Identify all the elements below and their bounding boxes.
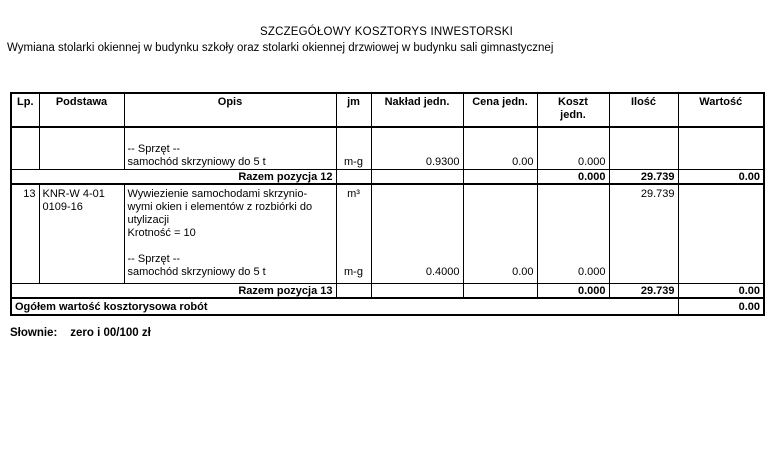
cell-line: [375, 143, 460, 156]
cell-podstawa: [39, 184, 124, 283]
cell-line: [375, 130, 460, 143]
cell-line: 0.00: [512, 266, 534, 278]
cell-line: [467, 227, 534, 240]
cell-koszt: [537, 127, 609, 170]
cell-koszt: [537, 184, 609, 283]
cell-ilosc: [609, 127, 678, 170]
cell-lp: 13: [11, 184, 39, 283]
col-header-naklad: Nakład jedn.: [371, 93, 463, 127]
cell-line: [541, 143, 606, 156]
cell-line: [467, 188, 534, 201]
cell-wartosc: [678, 127, 764, 170]
cell-wartosc: [678, 184, 764, 283]
cell-wartosc: 0.00: [678, 283, 764, 298]
cell-line: [375, 253, 460, 266]
document-title: SZCZEGÓŁOWY KOSZTORYS INWESTORSKI: [259, 26, 514, 38]
cell-line: -- Sprzęt --: [127, 253, 181, 265]
cell-jm: [336, 170, 371, 185]
cell-line: [541, 188, 606, 201]
ogolem-label: Ogółem wartość kosztorysowa robót: [11, 298, 678, 315]
cell-opis: [124, 127, 336, 170]
cell-line: [467, 253, 534, 266]
cell-line: 0.4000: [425, 266, 460, 278]
cell-line: [467, 240, 534, 253]
col-header-opis: Opis: [124, 93, 336, 127]
cell-line: [467, 143, 534, 156]
cell-line: [541, 253, 606, 266]
cell-line: jedn.: [560, 109, 586, 121]
cell-opis: [124, 184, 336, 283]
cell-line: 0.00: [512, 156, 534, 168]
cell-line: [541, 227, 606, 240]
cell-line: utylizacji: [127, 214, 170, 226]
cell-line: [541, 130, 606, 143]
cell-line: [541, 214, 606, 227]
cell-wartosc: 0.00: [678, 170, 764, 185]
cell-line: [541, 201, 606, 214]
cell-jm: [336, 184, 371, 283]
cell-line: [340, 143, 368, 156]
row-pos12-equipment: [11, 127, 764, 170]
cell-line: 0109-16: [42, 201, 83, 213]
cell-cena: [463, 184, 537, 283]
cell-line: Koszt: [558, 96, 588, 108]
col-header-koszt: [537, 93, 609, 127]
slownie-value: zero i 00/100 zł: [70, 327, 151, 339]
cell-cena: [463, 127, 537, 170]
cell-koszt: 0.000: [537, 283, 609, 298]
cell-line: Wywiezienie samochodami skrzynio-: [127, 188, 308, 200]
razem-label: Razem pozycja 12: [11, 170, 336, 185]
cell-line: [375, 201, 460, 214]
slownie-label: Słownie:: [10, 327, 58, 339]
cell-koszt: 0.000: [537, 170, 609, 185]
cell-lp: [11, 127, 39, 170]
cell-line: Krotność = 10: [127, 227, 196, 239]
kosztorys-table: [10, 92, 765, 316]
ilosc-value: 29.739: [640, 188, 675, 200]
cell-line: m³: [347, 188, 360, 200]
cell-ilosc: 29.739: [609, 170, 678, 185]
col-header-ilosc: Ilość: [609, 93, 678, 127]
cell-line: [467, 201, 534, 214]
cell-naklad: [371, 283, 463, 298]
cell-ilosc: [609, 184, 678, 283]
cell-line: [375, 240, 460, 253]
cell-jm: [336, 127, 371, 170]
cell-line: [541, 240, 606, 253]
row-ogolem: [11, 298, 764, 315]
col-header-cena: Cena jedn.: [463, 93, 537, 127]
row-pos13: [11, 184, 764, 283]
cell-line: [128, 130, 333, 143]
table-header-row: [11, 93, 764, 127]
cell-line: samochód skrzyniowy do 5 t: [127, 266, 266, 278]
cell-ilosc: 29.739: [609, 283, 678, 298]
cell-podstawa: [39, 127, 124, 170]
cell-line: -- Sprzęt --: [127, 143, 181, 155]
col-header-podstawa: Podstawa: [39, 93, 124, 127]
cell-line: samochód skrzyniowy do 5 t: [127, 156, 266, 168]
cell-line: [375, 214, 460, 227]
cell-line: [467, 214, 534, 227]
cell-line: [375, 227, 460, 240]
cell-line: [340, 253, 368, 266]
cell-line: m-g: [344, 156, 363, 168]
row-razem-13: [11, 283, 764, 298]
cell-naklad: [371, 170, 463, 185]
col-header-jm: jm: [336, 93, 371, 127]
document-subtitle: Wymiana stolarki okiennej w budynku szkoły oraz stolarki okiennej drzwiowej w budynku sali gimnastycznej: [7, 42, 554, 54]
cell-line: 0.000: [577, 156, 606, 168]
cell-cena: [463, 283, 537, 298]
cell-jm: [336, 283, 371, 298]
cell-line: [340, 214, 368, 227]
cell-line: [467, 130, 534, 143]
cell-naklad: [371, 127, 463, 170]
cell-line: [128, 240, 333, 253]
slownie-line: [10, 327, 151, 339]
cell-cena: [463, 170, 537, 185]
cell-naklad: [371, 184, 463, 283]
cell-line: 0.9300: [425, 156, 460, 168]
cell-line: [375, 188, 460, 201]
razem-label: Razem pozycja 13: [11, 283, 336, 298]
row-razem-12: [11, 170, 764, 185]
cell-line: 0.000: [577, 266, 606, 278]
col-header-lp: Lp.: [11, 93, 39, 127]
cell-line: KNR-W 4-01: [42, 188, 105, 200]
cell-line: m-g: [344, 266, 363, 278]
cell-line: [340, 201, 368, 214]
col-header-wartosc: Wartość: [678, 93, 764, 127]
cell-line: [340, 130, 368, 143]
ogolem-wartosc: 0.00: [678, 298, 764, 315]
cell-line: [340, 227, 368, 240]
cell-line: [340, 240, 368, 253]
cell-line: wymi okien i elementów z rozbiórki do: [127, 201, 313, 213]
